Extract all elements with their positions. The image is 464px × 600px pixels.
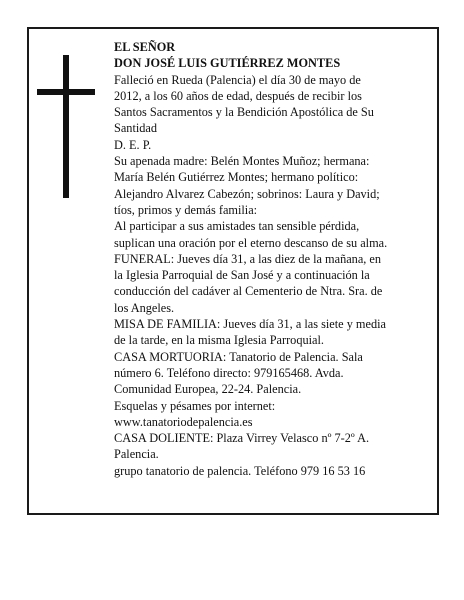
notice-line: Comunidad Europea, 22-24. Palencia. [114, 382, 302, 397]
notice-line: número 6. Teléfono directo: 979165468. Avda. [114, 365, 344, 380]
notice-line: conducción del cadáver al Cementerio de Ntra. Sra. de [114, 284, 383, 299]
notice-line: suplican una oración por el eterno descanso de su alma. [114, 235, 388, 250]
notice-line: Alejandro Alvarez Cabezón; sobrinos: Laura y David; [114, 186, 380, 201]
latin-cross-icon [37, 55, 95, 198]
notice-line: www.tanatoriodepalencia.es [114, 414, 253, 429]
notice-line: grupo tanatorio de palencia. Teléfono 979 16 53 16 [114, 463, 366, 478]
notice-line: CASA DOLIENTE: Plaza Virrey Velasco nº 7-2º A. [114, 431, 370, 446]
notice-line: Palencia. [114, 447, 159, 462]
notice-text-block [114, 39, 432, 479]
notice-line: Santidad [114, 121, 158, 136]
notice-line: Esquelas y pésames por internet: [114, 398, 276, 413]
notice-line: CASA MORTUORIA: Tanatorio de Palencia. Sala [114, 349, 363, 364]
notice-line: los Angeles. [114, 300, 175, 315]
notice-line: Su apenada madre: Belén Montes Muñoz; hermana: [114, 154, 370, 169]
notice-line: Falleció en Rueda (Palencia) el día 30 de mayo de [114, 72, 361, 87]
obituary-notice [27, 27, 439, 515]
notice-line: la Iglesia Parroquial de San José y a continuación la [114, 268, 370, 283]
notice-line: MISA DE FAMILIA: Jueves día 31, a las siete y media [114, 317, 386, 332]
notice-line: Al participar a sus amistades tan sensible pérdida, [114, 219, 360, 234]
notice-line: FUNERAL: Jueves día 31, a las diez de la mañana, en [114, 251, 382, 266]
notice-heading-line: EL SEÑOR [114, 40, 176, 54]
notice-line: Santos Sacramentos y la Bendición Apostólica de Su [114, 105, 374, 120]
notice-heading-line: DON JOSÉ LUIS GUTIÉRREZ MONTES [114, 56, 341, 71]
cross-vertical-bar [63, 55, 69, 198]
notice-line: de la tarde, en la misma Iglesia Parroquial. [114, 333, 324, 348]
notice-line: D. E. P. [114, 137, 152, 152]
notice-line: María Belén Gutiérrez Montes; hermano político: [114, 170, 359, 185]
notice-line: tíos, primos y demás familia: [114, 202, 258, 217]
notice-line: 2012, a los 60 años de edad, después de recibir los [114, 88, 362, 103]
cross-horizontal-bar [37, 89, 95, 95]
